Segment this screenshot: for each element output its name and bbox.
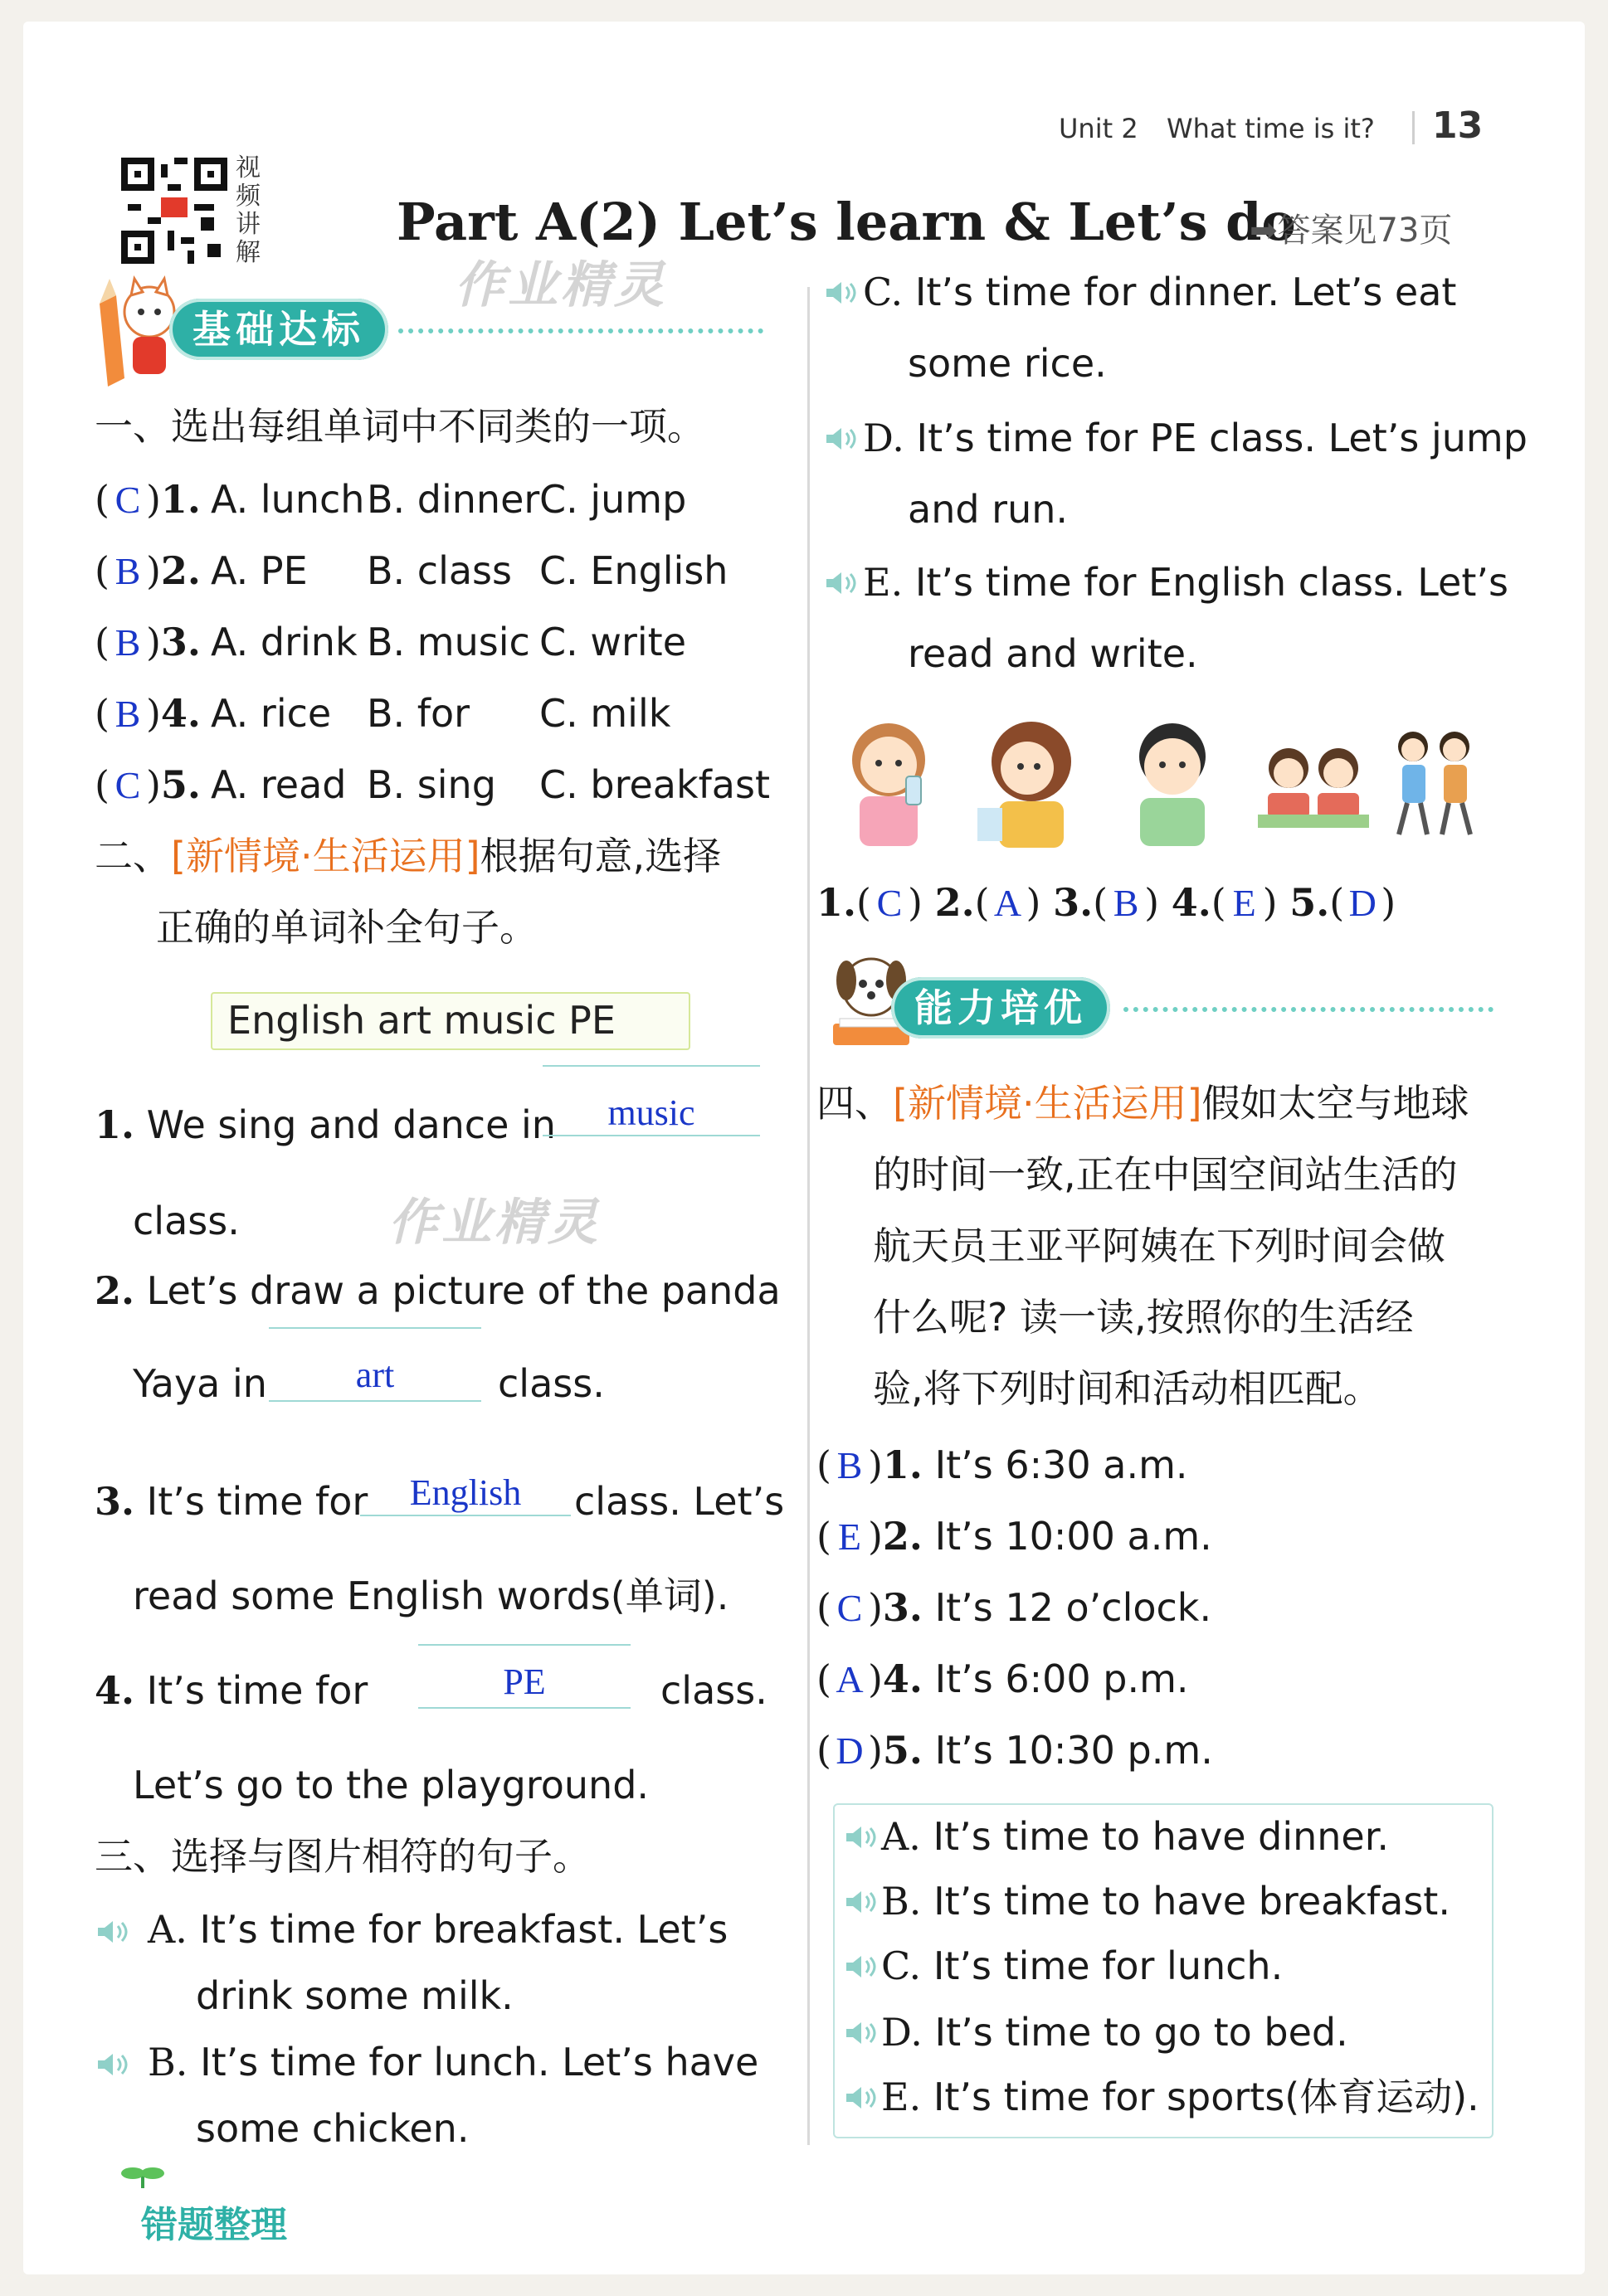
option-label: D. (863, 416, 904, 460)
q2-sentence-1 (95, 1102, 556, 1148)
q1-item: ( B )3. (95, 620, 201, 664)
q4-option (881, 1878, 1450, 1924)
q3-option-d (863, 415, 1528, 461)
option-text: It’s time for lunch. (933, 1943, 1284, 1988)
q4-item: ( D )5. It’s 10:30 p.m. (816, 1728, 1213, 1773)
speaker-icon[interactable] (843, 2019, 880, 2047)
q4-option (881, 2009, 1348, 2055)
option-text: It’s time for breakfast. Let’s (199, 1907, 728, 1952)
option-text: some rice. (908, 341, 1107, 386)
girl-eating-illustration (969, 710, 1094, 851)
q1-item: ( C )1. (95, 477, 201, 522)
q4-text: It’s 10:00 a.m. (934, 1514, 1212, 1559)
q3-number: 1. (816, 880, 857, 925)
q2-answer: PE (503, 1661, 546, 1702)
q3-number: 4. (1171, 880, 1211, 925)
speaker-icon[interactable] (843, 1823, 880, 1851)
option-text: drink some milk. (196, 1973, 514, 2018)
q2-answer: music (607, 1092, 695, 1133)
q1-option-b: B. sing (367, 762, 496, 807)
q4-option (881, 2074, 1479, 2120)
q4-option (881, 1943, 1283, 1989)
q1-option-a: A. drink (211, 620, 358, 664)
q2-prefix: 二、 (95, 834, 171, 878)
q1-option-c: C. English (539, 548, 728, 593)
q2-number: 3. (95, 1479, 135, 1524)
q2-sentence-2 (95, 1267, 781, 1314)
q2-text: class. Let’s (574, 1479, 785, 1524)
q4-answer: E (837, 1515, 861, 1558)
q2-text: Let’s draw a picture of the panda (146, 1268, 781, 1313)
sprout-icon (118, 2165, 168, 2190)
q4-number: 5. (882, 1728, 923, 1773)
q2-heading (95, 833, 721, 879)
section-banner-basic: 基础达标 (169, 299, 388, 360)
boy-eating-illustration (1110, 710, 1235, 851)
q2-answer: art (355, 1355, 395, 1395)
q2-text: class. (133, 1199, 240, 1243)
q1-item: ( B )2. (95, 548, 201, 593)
option-text: It’s time for sports(体育运动). (933, 2075, 1479, 2119)
q4-number: 3. (882, 1585, 923, 1630)
q2-text: class. (660, 1668, 767, 1713)
banner-dots (398, 328, 763, 333)
option-label: B. (148, 2040, 188, 2084)
q1-option-b: B. class (367, 548, 512, 593)
footer-label: 错题整理 (141, 2204, 287, 2246)
option-text: It’s time for English class. Let’s (914, 560, 1508, 605)
answer-reference: ➡答案见73页 (1250, 212, 1453, 250)
q1-option-c: C. milk (539, 691, 671, 736)
q1-number: 1. (160, 477, 201, 522)
watermark: 作业精灵 (455, 256, 667, 314)
option-label: C. (863, 270, 904, 314)
option-text: read and write. (908, 631, 1198, 676)
q2-number: 1. (95, 1102, 135, 1147)
option-text: It’s time for PE class. Let’s jump (916, 416, 1528, 460)
option-label: A. (148, 1907, 188, 1952)
header-divider (1412, 111, 1415, 144)
q1-option-c: C. breakfast (539, 762, 770, 807)
speaker-icon[interactable] (95, 1918, 131, 1946)
q1-option-a: A. PE (211, 548, 308, 593)
q3-answer: B (1113, 882, 1139, 924)
speaker-icon[interactable] (843, 1888, 880, 1916)
q3-number: 2. (934, 880, 975, 925)
option-label: E. (863, 560, 904, 605)
q2-text: Let’s go to the playground. (133, 1763, 650, 1807)
q4-number: 1. (882, 1442, 923, 1487)
q4-text: It’s 10:30 p.m. (934, 1728, 1213, 1773)
option-label: E. (881, 2075, 922, 2119)
q1-option-a: A. lunch (211, 477, 365, 522)
q4-item: ( E )2. It’s 10:00 a.m. (816, 1514, 1212, 1559)
q2-tag: [新情境·生活运用] (171, 834, 480, 878)
q1-option-a: A. read (211, 762, 347, 807)
q1-item: ( C )5. (95, 762, 201, 807)
speaker-icon[interactable] (95, 2050, 131, 2079)
q4-item: ( A )4. It’s 6:00 p.m. (816, 1656, 1189, 1701)
option-label: B. (881, 1879, 922, 1924)
q1-option-a: A. rice (211, 691, 332, 736)
q1-number: 2. (160, 548, 201, 593)
qr-code-icon (121, 158, 227, 264)
q2-sentence-3 (95, 1478, 368, 1525)
q4-number: 4. (882, 1656, 923, 1701)
q1-answer: C (115, 764, 141, 806)
section-banner-advanced: 能力培优 (891, 977, 1110, 1039)
q1-number: 5. (160, 762, 201, 807)
q4-text: It’s 12 o’clock. (934, 1585, 1212, 1630)
workbook-page (23, 22, 1585, 2274)
q3-answer: E (1232, 882, 1256, 924)
column-divider (807, 287, 810, 2145)
q2-sentence-4 (95, 1667, 368, 1714)
q3-answer: D (1348, 882, 1377, 924)
q2-heading-line2: 正确的单词补全句子。 (156, 905, 538, 950)
unit-label: Unit 2 (1059, 113, 1138, 144)
q4-answer: C (836, 1587, 863, 1629)
option-text: some chicken. (196, 2106, 470, 2151)
q1-heading: 一、选出每组单词中不同类的一项。 (95, 404, 705, 449)
q2-number: 4. (95, 1668, 135, 1713)
option-label: C. (881, 1943, 922, 1988)
q2-text: class. (498, 1361, 605, 1406)
q1-number: 4. (160, 691, 201, 736)
q1-option-b: B. music (367, 620, 530, 664)
q2-text: It’s time for (146, 1668, 368, 1713)
q4-answer: A (836, 1658, 864, 1700)
option-text: It’s time to have dinner. (933, 1814, 1390, 1859)
option-label: A. (881, 1814, 921, 1859)
q4-answer: D (836, 1729, 864, 1772)
q3-answer: A (993, 882, 1022, 924)
banner-dots (1123, 1007, 1493, 1012)
q1-item: ( B )4. (95, 691, 201, 736)
q3-heading: 三、选择与图片相符的句子。 (95, 1834, 591, 1879)
option-text: and run. (908, 487, 1069, 532)
q4-option (881, 1813, 1389, 1860)
q1-option-b: B. dinner (367, 477, 540, 522)
kids-writing-illustration (1251, 735, 1376, 851)
q4-item: ( B )1. It’s 6:30 a.m. (816, 1442, 1188, 1487)
girl-drinking-illustration (826, 710, 951, 851)
option-text: It’s time to go to bed. (934, 2010, 1348, 2055)
q2-number: 2. (95, 1268, 135, 1313)
speaker-icon[interactable] (843, 1953, 880, 1981)
q1-option-b: B. for (367, 691, 470, 736)
q4-heading-text: 假如太空与地球 (1201, 1081, 1469, 1126)
page-title: Part A(2) Let’s learn & Let’s do (397, 192, 1296, 252)
q4-item: ( C )3. It’s 12 o’clock. (816, 1585, 1212, 1630)
q1-answer: B (115, 621, 141, 664)
q3-option-a (148, 1906, 728, 1953)
qr-label: 视频讲解 (236, 153, 261, 267)
speaker-icon[interactable] (823, 425, 860, 453)
q2-text: It’s time for (146, 1479, 368, 1524)
q3-answer: C (876, 882, 903, 924)
option-text: It’s time for dinner. Let’s eat (914, 270, 1457, 314)
q1-answer: C (115, 479, 141, 521)
q4-number: 2. (882, 1514, 923, 1559)
q4-heading-line: 航天员王亚平阿姨在下列时间会做 (873, 1223, 1445, 1268)
option-label: D. (881, 2010, 923, 2055)
kids-running-illustration (1384, 718, 1484, 851)
q4-answer: B (836, 1444, 863, 1486)
q3-option-b (148, 2039, 758, 2085)
q1-answer: B (115, 693, 141, 735)
option-text: It’s time to have breakfast. (933, 1879, 1450, 1924)
q4-text: It’s 6:30 a.m. (934, 1442, 1188, 1487)
speaker-icon[interactable] (843, 2084, 880, 2112)
qr-code[interactable] (121, 158, 227, 267)
q2-answer: English (409, 1472, 522, 1513)
speaker-icon[interactable] (823, 569, 860, 597)
unit-title: What time is it? (1167, 113, 1375, 144)
q3-number: 5. (1289, 880, 1330, 925)
q3-option-c (863, 269, 1456, 315)
q2-text: We sing and dance in (146, 1102, 556, 1147)
q3-answer-row: 1.( C ) 2.( A ) 3.( B ) 4.( E ) 5.( D ) (816, 880, 1396, 925)
q1-number: 3. (160, 620, 201, 664)
page-number: 13 (1432, 105, 1484, 147)
speaker-icon[interactable] (823, 279, 860, 307)
q1-option-c: C. write (539, 620, 687, 664)
q4-tag: [新情境·生活运用] (893, 1081, 1202, 1126)
q4-heading-line: 的时间一致,正在中国空间站生活的 (873, 1152, 1458, 1197)
q2-heading-text: 根据句意,选择 (480, 834, 722, 878)
q3-number: 3. (1053, 880, 1094, 925)
q4-text: It’s 6:00 p.m. (934, 1656, 1189, 1701)
q4-heading-line: 验,将下列时间和活动相匹配。 (873, 1366, 1381, 1411)
word-bank: English art music PE (227, 998, 616, 1043)
q4-heading-line: 什么呢? 读一读,按照你的生活经 (873, 1295, 1414, 1340)
watermark: 作业精灵 (388, 1194, 601, 1252)
q4-heading (816, 1080, 1469, 1126)
q1-option-c: C. jump (539, 477, 687, 522)
q4-prefix: 四、 (816, 1081, 893, 1126)
q2-text: read some English words(单词). (133, 1574, 729, 1618)
q3-option-e (863, 559, 1508, 606)
q1-answer: B (115, 550, 141, 592)
option-text: It’s time for lunch. Let’s have (200, 2040, 759, 2084)
q2-text: Yaya in (133, 1361, 267, 1406)
